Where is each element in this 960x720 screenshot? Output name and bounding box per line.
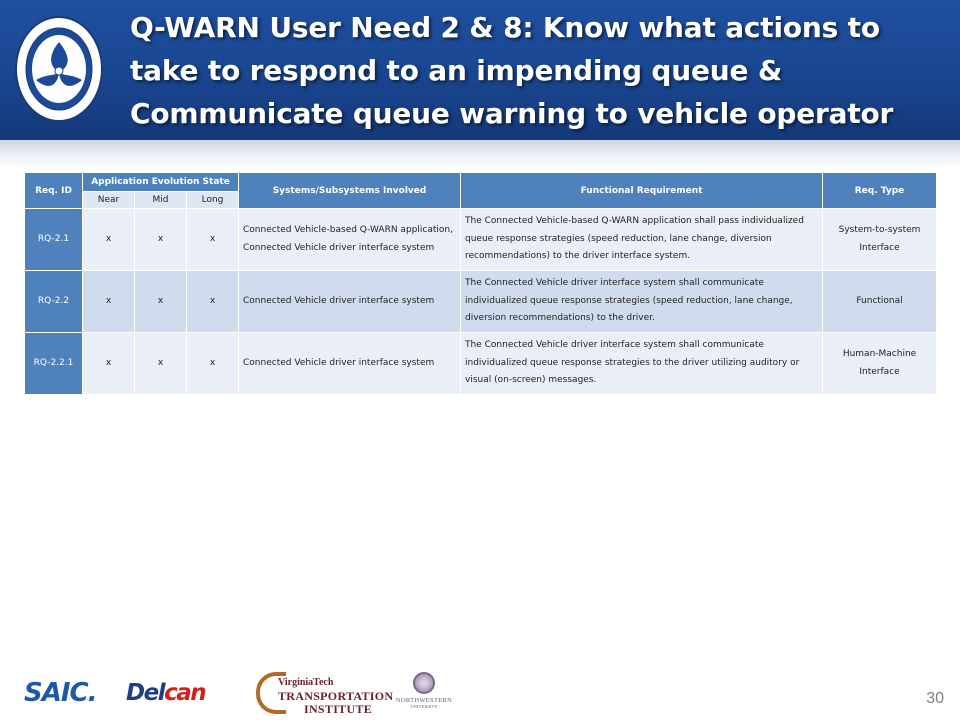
dot-seal-logo — [14, 14, 104, 124]
header-req-type: Req. Type — [823, 173, 937, 209]
table-row — [25, 333, 937, 395]
near-cell: x — [83, 333, 135, 395]
footer-logos — [0, 660, 960, 720]
requirements-table — [24, 172, 937, 395]
delcan-logo-part1: Del — [126, 680, 165, 706]
requirement-cell: The Connected Vehicle-based Q-WARN application shall pass individualized queue response strategies (speed reduction, lane change, diversion recommendations) to the driver interface system. — [461, 209, 823, 271]
table-row — [25, 271, 937, 333]
mid-cell: x — [135, 209, 187, 271]
near-cell: x — [83, 271, 135, 333]
northwestern-seal-icon — [413, 672, 435, 694]
vtti-logo — [256, 672, 394, 716]
systems-cell: Connected Vehicle driver interface system — [239, 271, 461, 333]
long-cell: x — [187, 271, 239, 333]
long-cell: x — [187, 333, 239, 395]
long-cell: x — [187, 209, 239, 271]
mid-cell: x — [135, 333, 187, 395]
req-id-cell: RQ-2.2 — [25, 271, 83, 333]
header-req-id: Req. ID — [25, 173, 83, 209]
req-type-cell: System-to-system Interface — [823, 209, 937, 271]
vtti-logo-line1: VirginiaTech — [278, 677, 334, 688]
slide-title: Q-WARN User Need 2 & 8: Know what actions to take to respond to an impending queue & Communicate queue warning to vehicle operator — [130, 11, 894, 130]
delcan-logo — [126, 680, 205, 706]
table-row — [25, 209, 937, 271]
vtti-logo-line2: TRANSPORTATION — [278, 689, 394, 703]
near-cell: x — [83, 209, 135, 271]
header-functional-requirement: Functional Requirement — [461, 173, 823, 209]
requirement-cell: The Connected Vehicle driver interface system shall communicate individualized queue response strategies to the driver utilizing auditory or visual (on-screen) messages. — [461, 333, 823, 395]
req-type-cell: Human-Machine Interface — [823, 333, 937, 395]
req-id-cell: RQ-2.1 — [25, 209, 83, 271]
saic-logo: SAIC. — [24, 678, 97, 708]
header-long: Long — [187, 192, 239, 209]
mid-cell: x — [135, 271, 187, 333]
header-mid: Mid — [135, 192, 187, 209]
systems-cell: Connected Vehicle-based Q-WARN application, Connected Vehicle driver interface system — [239, 209, 461, 271]
northwestern-logo — [392, 672, 456, 714]
northwestern-logo-subtext: UNIVERSITY — [410, 704, 438, 709]
requirement-cell: The Connected Vehicle driver interface system shall communicate individualized queue response strategies (speed reduction, lane change, diversion recommendations) to the driver. — [461, 271, 823, 333]
header-near: Near — [83, 192, 135, 209]
req-type-cell: Functional — [823, 271, 937, 333]
delcan-logo-part2: can — [164, 680, 206, 706]
page-number: 30 — [926, 690, 944, 707]
northwestern-logo-text: NORTHWESTERN — [395, 697, 453, 704]
header-app-state: Application Evolution State — [83, 173, 239, 192]
req-id-cell: RQ-2.2.1 — [25, 333, 83, 395]
systems-cell: Connected Vehicle driver interface system — [239, 333, 461, 395]
header-shadow — [0, 140, 960, 168]
header-systems: Systems/Subsystems Involved — [239, 173, 461, 209]
vtti-logo-line3: INSTITUTE — [304, 702, 373, 716]
